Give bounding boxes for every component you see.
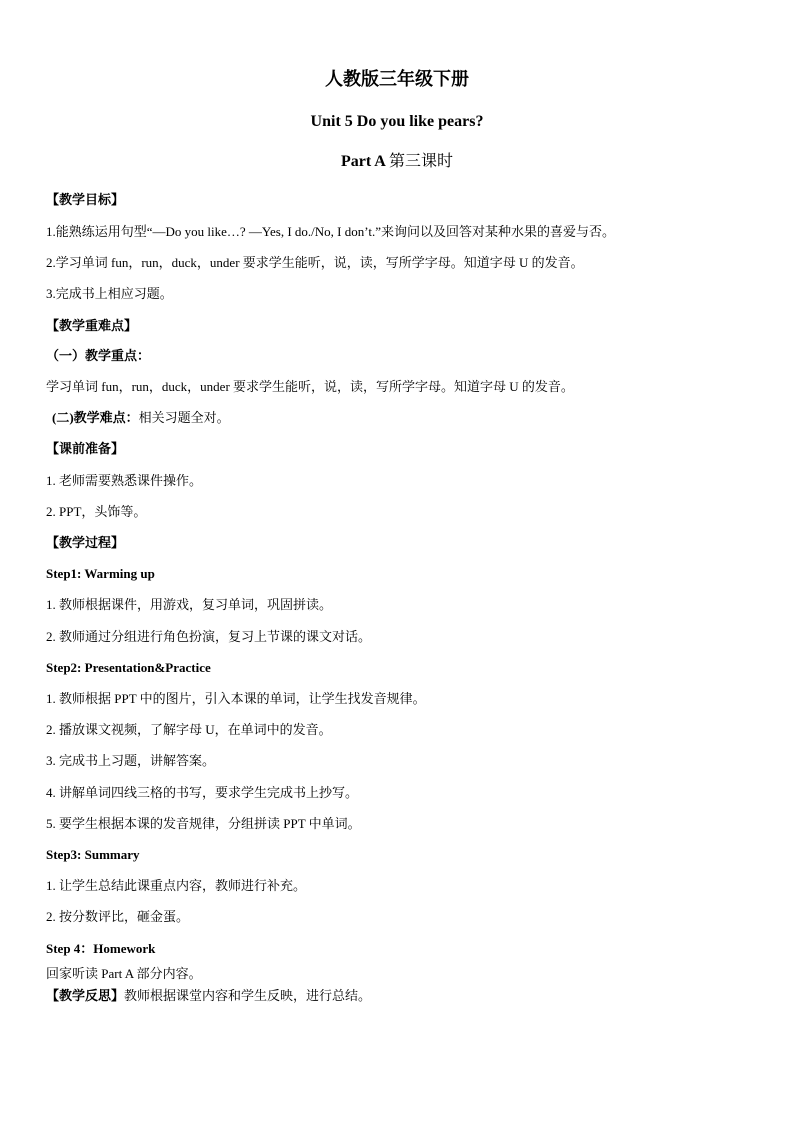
key-sub2-label: (二)教学难点： xyxy=(52,410,139,425)
step3-item: 1. 让学生总结此课重点内容，教师进行补充。 xyxy=(46,878,307,893)
step1-item: 2. 教师通过分组进行角色扮演，复习上节课的课文对话。 xyxy=(46,629,372,644)
prep-item: 1. 老师需要熟悉课件操作。 xyxy=(46,473,203,488)
goal-item: 3.完成书上相应习题。 xyxy=(46,286,173,301)
goal-item: 1.能熟练运用句型“—Do you like…? —Yes, I do./No, I don’t.”来询问以及回答对某种水果的喜爱与否。 xyxy=(46,224,615,239)
step1-item: 1. 教师根据课件，用游戏，复习单词，巩固拼读。 xyxy=(46,597,333,612)
document-title: 人教版三年级下册 xyxy=(325,69,469,89)
key-sub2-text: 相关习题全对。 xyxy=(138,410,230,425)
prep-item: 2. PPT，头饰等。 xyxy=(46,504,147,519)
lesson-label: 第三课时 xyxy=(388,153,453,170)
step3-title: Step3: Summary xyxy=(46,847,140,862)
step2-title: Step2: Presentation&Practice xyxy=(46,660,211,675)
key-subheading-2 xyxy=(52,410,230,426)
goals-heading: 【教学目标】 xyxy=(46,192,125,207)
step4-text: 回家听读 Part A 部分内容。 xyxy=(46,966,202,981)
step3-item: 2. 按分数评比，砸金蛋。 xyxy=(46,909,190,924)
step2-item: 1. 教师根据 PPT 中的图片，引入本课的单词，让学生找发音规律。 xyxy=(46,691,426,706)
reflection xyxy=(46,988,371,1004)
key-text-1: 学习单词 fun，run，duck，under 要求学生能听，说，读，写所学字母。知道字母 U 的发音。 xyxy=(46,379,574,394)
reflect-text: 教师根据课堂内容和学生反映，进行总结。 xyxy=(124,988,372,1003)
reflect-heading: 【教学反思】 xyxy=(46,988,125,1003)
unit-title: Unit 5 Do you like pears? xyxy=(310,113,484,130)
key-heading: 【教学重难点】 xyxy=(46,318,138,333)
key-subheading-1: （一）教学重点： xyxy=(46,348,151,363)
prep-heading: 【课前准备】 xyxy=(46,441,125,456)
goal-item: 2.学习单词 fun，run，duck，under 要求学生能听，说，读，写所学字母。知道字母 U 的发音。 xyxy=(46,255,584,270)
part-title xyxy=(0,152,794,172)
part-label: Part A xyxy=(340,153,385,170)
step2-item: 4. 讲解单词四线三格的书写，要求学生完成书上抄写。 xyxy=(46,785,359,800)
step4-title: Step 4：Homework xyxy=(46,941,156,956)
step2-item: 2. 播放课文视频，了解字母 U，在单词中的发音。 xyxy=(46,722,332,737)
step1-title: Step1: Warming up xyxy=(46,566,155,581)
step2-item: 3. 完成书上习题，讲解答案。 xyxy=(46,753,216,768)
step2-item: 5. 要学生根据本课的发音规律，分组拼读 PPT 中单词。 xyxy=(46,816,361,831)
process-heading: 【教学过程】 xyxy=(46,535,125,550)
